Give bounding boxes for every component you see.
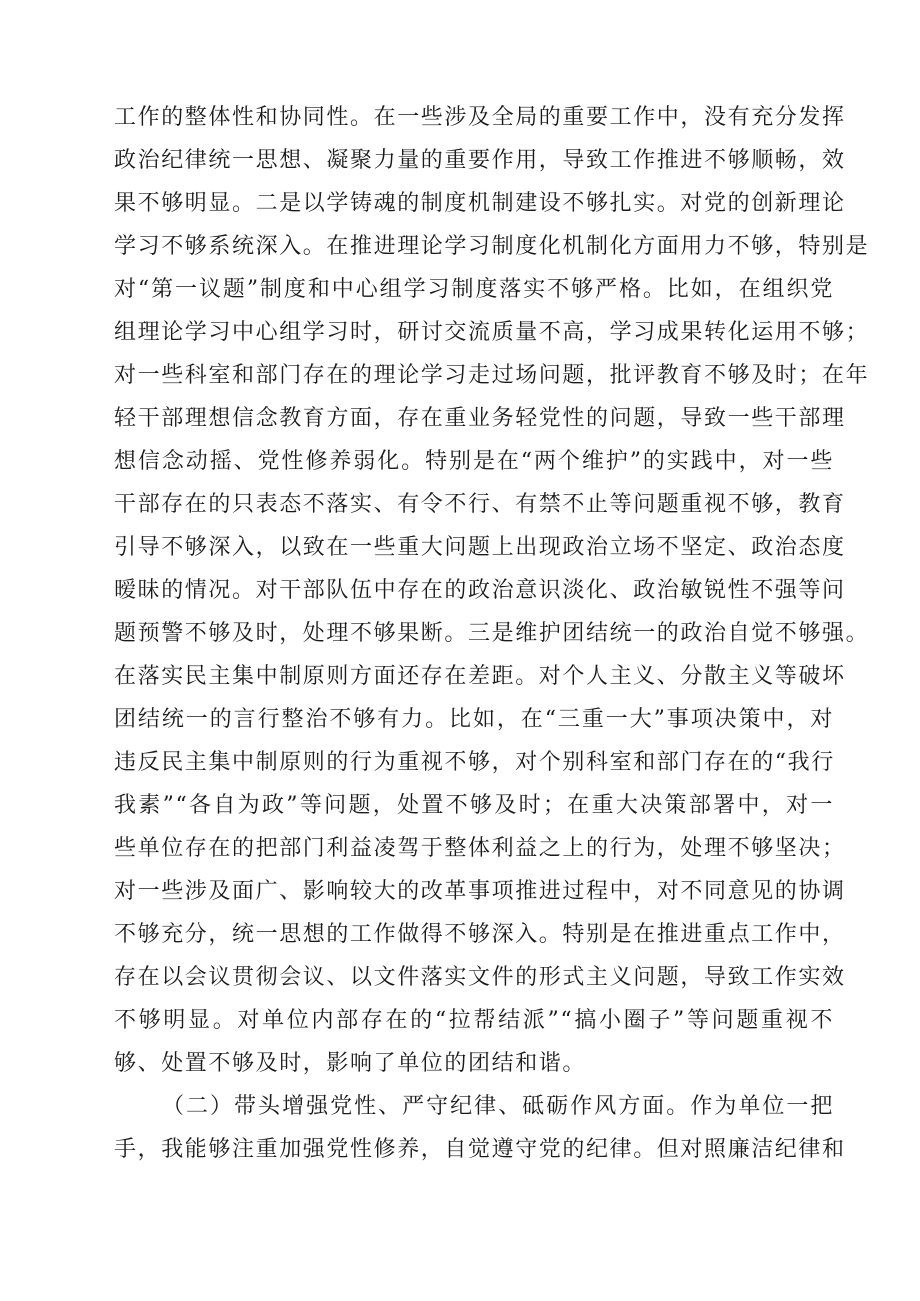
text-line: 手，我能够注重加强党性修养，自觉遵守党的纪律。但对照廉洁纪律和 [114, 1137, 846, 1162]
text-line: 想信念动摇、党性修养弱化。特别是在“两个维护”的实践中，对一些 [114, 449, 834, 474]
text-line: 果不够明显。二是以学铸魂的制度机制建设不够扎实。对党的创新理论 [114, 191, 846, 216]
text-line: 不够明显。对单位内部存在的“拉帮结派”“搞小圈子”等问题重视不 [114, 1008, 834, 1033]
text-line: 轻干部理想信念教育方面，存在重业务轻党性的问题，导致一些干部理 [114, 406, 846, 431]
text-line: 工作的整体性和协同性。在一些涉及全局的重要工作中，没有充分发挥 [114, 105, 846, 130]
paragraph-2 [114, 1085, 846, 1171]
text-line: 不够充分，统一思想的工作做得不够深入。特别是在推进重点工作中， [114, 922, 846, 947]
text-line: 我素”“各自为政”等问题，处置不够及时；在重大决策部署中，对一 [114, 793, 834, 818]
text-line: 对一些涉及面广、影响较大的改革事项推进过程中，对不同意见的协调 [114, 879, 846, 904]
text-line: 在落实民主集中制原则方面还存在差距。对个人主义、分散主义等破坏 [114, 664, 846, 689]
text-line: 政治纪律统一思想、凝聚力量的重要作用，导致工作推进不够顺畅，效 [114, 148, 846, 173]
text-line: 暧昧的情况。对干部队伍中存在的政治意识淡化、政治敏锐性不强等问 [114, 578, 846, 603]
text-line: 对“第一议题”制度和中心组学习制度落实不够严格。比如，在组织党 [114, 277, 834, 302]
document-page [114, 96, 870, 1171]
text-line: 学习不够系统深入。在推进理论学习制度化机制化方面用力不够，特别是 [114, 234, 870, 259]
paragraph-1 [114, 96, 870, 1085]
text-line: 存在以会议贯彻会议、以文件落实文件的形式主义问题，导致工作实效 [114, 965, 846, 990]
text-line: 题预警不够及时，处理不够果断。三是维护团结统一的政治自觉不够强。 [114, 621, 870, 646]
text-line: 够、处置不够及时，影响了单位的团结和谐。 [114, 1051, 587, 1076]
text-line: 违反民主集中制原则的行为重视不够，对个别科室和部门存在的“我行 [114, 750, 835, 775]
text-line: 团结统一的言行整治不够有力。比如，在“三重一大”事项决策中，对 [114, 707, 834, 732]
section-heading-line: （二）带头增强党性、严守纪律、砥砺作风方面。作为单位一把 [162, 1094, 834, 1119]
text-line: 对一些科室和部门存在的理论学习走过场问题，批评教育不够及时；在年 [114, 363, 870, 388]
text-line: 些单位存在的把部门利益凌驾于整体利益之上的行为，处理不够坚决； [114, 836, 846, 861]
text-line: 引导不够深入，以致在一些重大问题上出现政治立场不坚定、政治态度 [114, 535, 846, 560]
text-line: 干部存在的只表态不落实、有令不行、有禁不止等问题重视不够，教育 [114, 492, 846, 517]
text-line: 组理论学习中心组学习时，研讨交流质量不高，学习成果转化运用不够； [114, 320, 870, 345]
